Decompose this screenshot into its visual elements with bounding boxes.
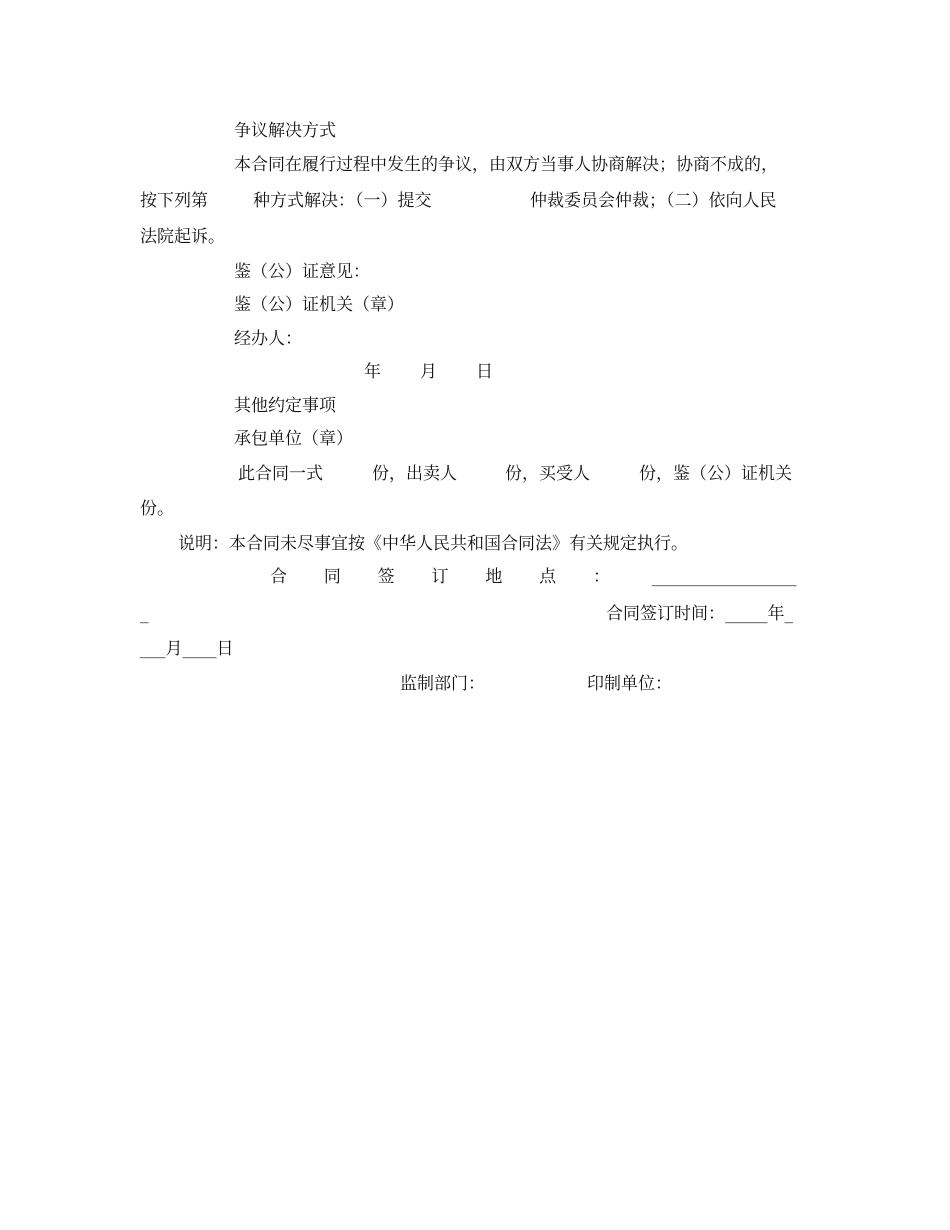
dispute-paragraph-line2-a: 按下列第	[140, 191, 208, 211]
dispute-paragraph-line1: 本合同在履行过程中发生的争议，由双方当事人协商解决；协商不成的，	[234, 155, 778, 175]
signing-place-blank: _________________	[652, 567, 797, 587]
signing-place-blank-tail: _	[140, 604, 149, 624]
copies-line2: 份。	[140, 499, 174, 519]
supervisor-label: 监制部门：	[400, 674, 485, 694]
printer-label: 印制单位：	[587, 674, 672, 694]
dispute-heading: 争议解决方式	[234, 121, 336, 141]
dispute-paragraph-line2-b: 种方式解决：（一）提交	[253, 191, 432, 211]
notary-authority-label: 鉴（公）证机关（章）	[234, 295, 404, 315]
contractor-seal-label: 承包单位（章）	[234, 429, 353, 449]
note-text: 说明：本合同未尽事宜按《中华人民共和国合同法》有关规定执行。	[178, 534, 688, 554]
dispute-paragraph-line3: 法院起诉。	[140, 227, 225, 247]
dispute-paragraph-line2-c: 仲裁委员会仲裁；（二）依向人民	[530, 191, 777, 211]
copies-line1-b: 份，出卖人	[372, 464, 457, 484]
notary-date-day: 日	[476, 362, 493, 382]
signing-place-label: 合同签订地点：	[270, 567, 610, 587]
copies-line1-a: 此合同一式	[238, 464, 323, 484]
notary-date-month: 月	[420, 362, 437, 382]
handler-label: 经办人：	[234, 329, 302, 349]
other-terms-heading: 其他约定事项	[234, 396, 336, 416]
signing-time-label: 合同签订时间：_____年_	[606, 604, 793, 624]
copies-line1-c: 份，买受人	[505, 464, 590, 484]
signing-time-line2: ___月____日	[140, 639, 234, 659]
notary-opinion-label: 鉴（公）证意见：	[234, 262, 370, 282]
notary-date-year: 年	[364, 362, 381, 382]
copies-line1-d: 份，鉴（公）证机关	[639, 464, 792, 484]
